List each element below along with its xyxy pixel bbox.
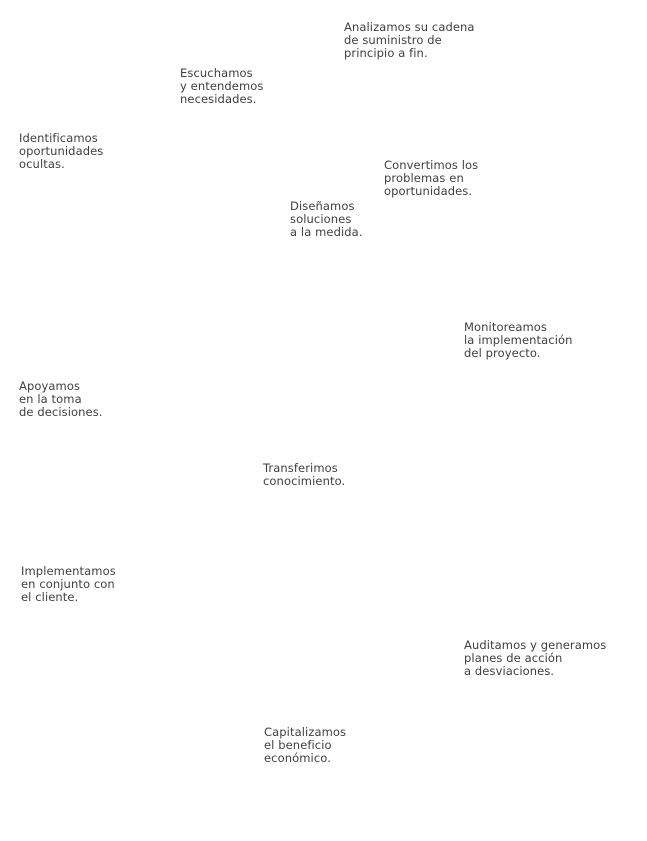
step-line: y entendemos	[180, 79, 264, 93]
step-auditamos	[464, 639, 606, 678]
step-capitalizamos	[264, 726, 346, 765]
step-line: de suministro de	[344, 33, 442, 47]
step-line: a la medida.	[290, 225, 363, 239]
step-line: el cliente.	[21, 590, 79, 604]
step-escuchamos	[180, 67, 264, 106]
step-line: principio a fin.	[344, 46, 428, 60]
step-line: de decisiones.	[19, 405, 103, 419]
step-line: ocultas.	[19, 157, 65, 171]
step-line: problemas en	[384, 171, 464, 185]
step-disenamos	[290, 200, 363, 239]
step-line: oportunidades.	[384, 184, 473, 198]
step-line: Escuchamos	[180, 66, 253, 80]
step-line: Apoyamos	[19, 379, 81, 393]
step-implementamos	[21, 565, 116, 604]
step-line: en la toma	[19, 392, 82, 406]
step-line: conocimiento.	[263, 474, 346, 488]
step-line: Diseñamos	[290, 199, 355, 213]
step-line: Auditamos y generamos	[464, 638, 607, 652]
step-line: oportunidades	[19, 144, 104, 158]
step-line: Identificamos	[19, 131, 98, 145]
step-identificamos	[19, 132, 103, 171]
step-transferimos	[263, 462, 345, 488]
step-line: planes de acción	[464, 651, 563, 665]
step-apoyamos	[19, 380, 103, 419]
step-line: a desviaciones.	[464, 664, 555, 678]
step-line: el beneficio	[264, 738, 332, 752]
step-line: del proyecto.	[464, 346, 541, 360]
step-monitoreamos	[464, 321, 573, 360]
step-line: Capitalizamos	[264, 725, 347, 739]
step-line: Convertimos los	[384, 158, 479, 172]
step-line: la implementación	[464, 333, 573, 347]
step-line: soluciones	[290, 212, 352, 226]
step-line: necesidades.	[180, 92, 257, 106]
step-line: Transferimos	[263, 461, 338, 475]
step-line: Implementamos	[21, 564, 116, 578]
step-convertimos	[384, 159, 478, 198]
step-line: Analizamos su cadena	[344, 20, 475, 34]
step-line: Monitoreamos	[464, 320, 548, 334]
step-line: económico.	[264, 751, 331, 765]
step-analizamos	[344, 21, 475, 60]
step-line: en conjunto con	[21, 577, 115, 591]
